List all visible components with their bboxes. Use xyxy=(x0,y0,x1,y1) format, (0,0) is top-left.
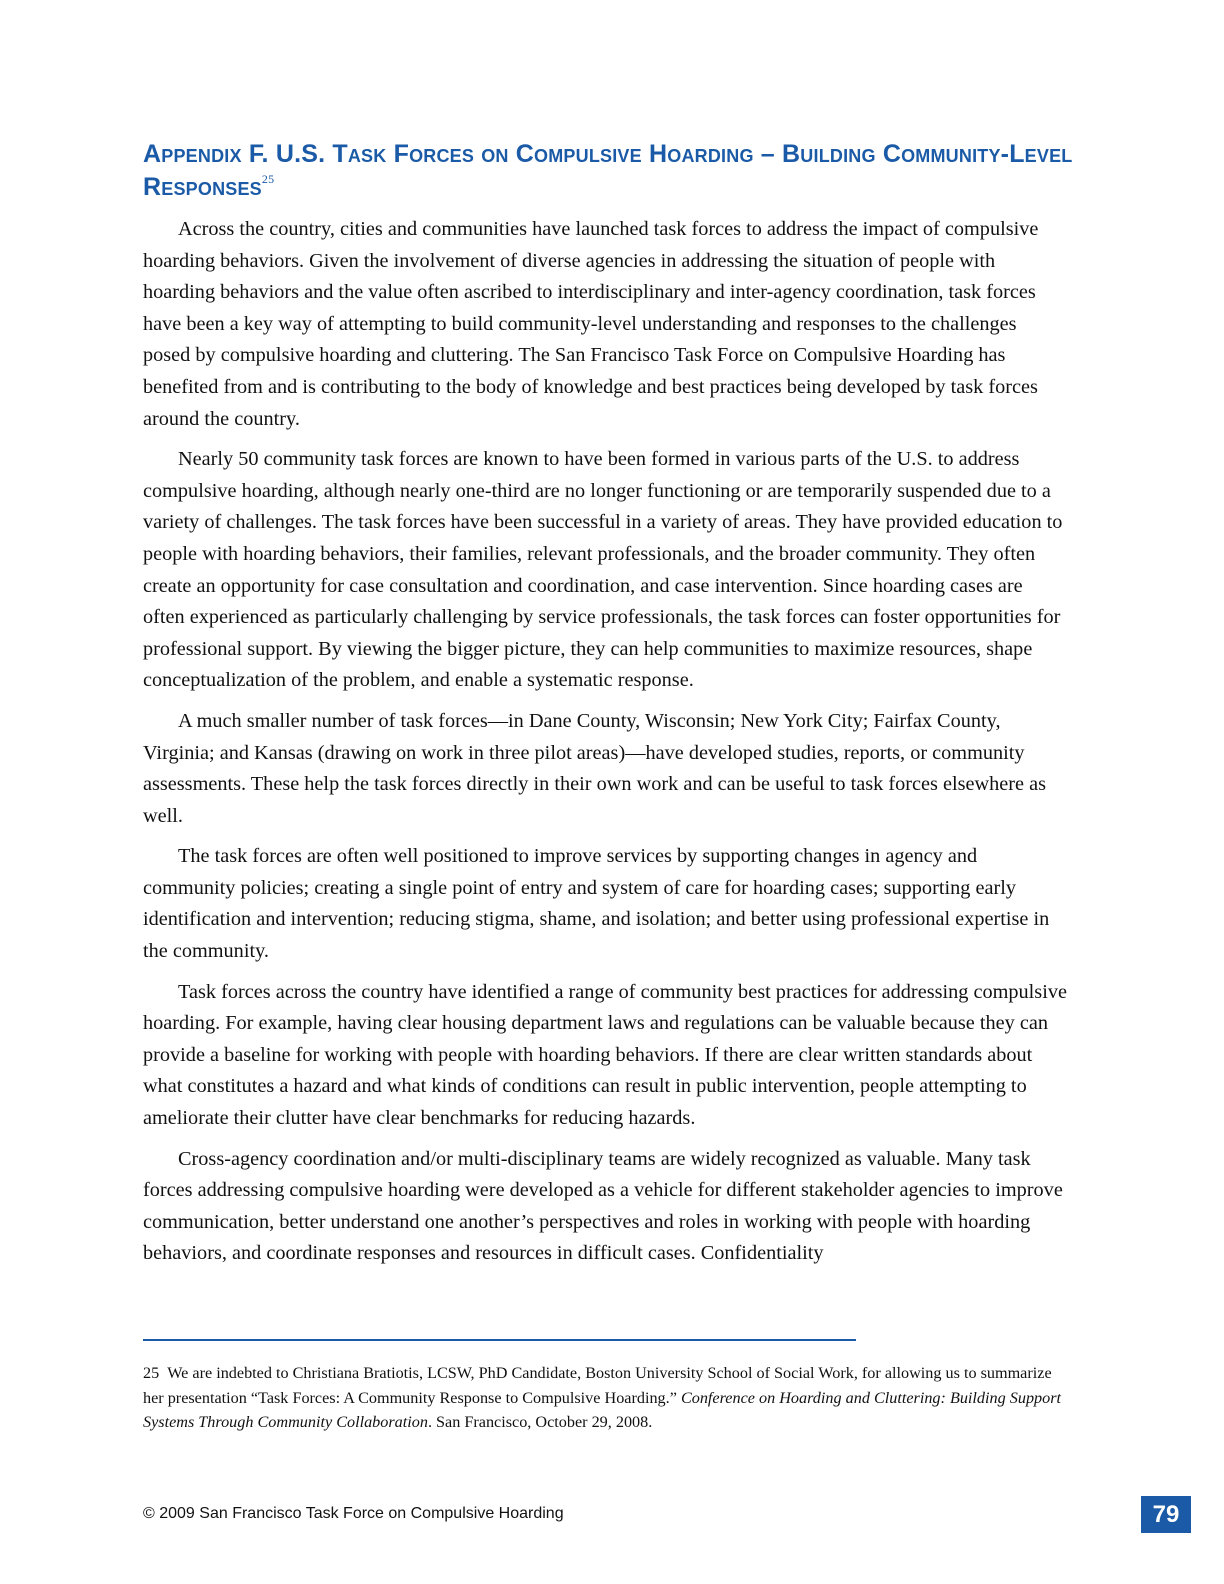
footnote-divider xyxy=(143,1339,856,1341)
page-number-badge: 79 xyxy=(1141,1496,1191,1533)
paragraph-1: Across the country, cities and communities have launched task forces to address the impact of compulsive hoarding behaviors. Given the involvement of diverse agencies in addressing the situation of people with hoarding behaviors and the value often ascribed to interdisciplinary and inter-agency coordination, task forces have been a key way of attempting to build community-level understanding and responses to the challenges posed by compulsive hoarding and cluttering. The San Francisco Task Force on Compulsive Hoarding has benefited from and is contributing to the body of knowledge and best practices being developed by task forces around the country. xyxy=(143,218,1039,430)
paragraph-6: Cross-agency coordination and/or multi-disciplinary teams are widely recognized as valuable. Many task forces addressing compulsive hoarding were developed as a vehicle for different stakeholder agencies to improve communication, better understand one another’s perspectives and roles in working with people with hoarding behaviors, and coordinate responses and resources in difficult cases. Confidentiality xyxy=(143,1147,1063,1265)
body-text xyxy=(143,214,1068,1279)
paragraph-2: Nearly 50 community task forces are known to have been formed in various parts of the U.S. to address compulsive hoarding, although nearly one-third are no longer functioning or are temporarily suspended due to a variety of challenges. The task forces have been successful in a variety of areas. They have provided education to people with hoarding behaviors, their families, relevant professionals, and the broader community. They often create an opportunity for case consultation and coordination, and case intervention. Since hoarding cases are often experienced as particularly challenging by service professionals, the task forces can foster opportunities for professional support. By viewing the bigger picture, they can help communities to maximize resources, shape conceptualization of the problem, and enable a systematic response. xyxy=(143,448,1063,692)
page-title xyxy=(143,138,1103,204)
footnote-text: We are indebted to Christiana Bratiotis, LCSW, PhD Candidate, Boston University School of Social Work, for allowing us to summarize her presentation “Task Forces: A Community Response to Compulsive Hoarding.” xyxy=(143,1364,1052,1407)
title-text: Appendix F. U.S. Task Forces on Compulsive Hoarding – Building Community-Level Responses xyxy=(143,140,1073,201)
footnote-italic-title: Conference on Hoarding and Cluttering: Building Support Systems Through Community Collaboration xyxy=(143,1388,1062,1431)
paragraph-5: Task forces across the country have identified a range of community best practices for addressing compulsive hoarding. For example, having clear housing department laws and regulations can be valuable because they can provide a baseline for working with people with hoarding behaviors. If there are clear written standards about what constitutes a hazard and what kinds of conditions can result in public intervention, people attempting to ameliorate their clutter have clear benchmarks for reducing hazards. xyxy=(143,980,1067,1130)
footer-copyright: © 2009 San Francisco Task Force on Compulsive Hoarding xyxy=(143,1505,564,1522)
footnote xyxy=(143,1361,1073,1435)
paragraph-3: A much smaller number of task forces—in Dane County, Wisconsin; New York City; Fairfax County, Virginia; and Kansas (drawing on work in three pilot areas)—have developed studies, reports, or community assessments. These help the task forces directly in their own work and can be useful to task forces elsewhere as well. xyxy=(143,709,1046,827)
footnote-number: 25 xyxy=(143,1364,160,1382)
footnote-text-end: . San Francisco, October 29, 2008. xyxy=(427,1413,653,1431)
paragraph-4: The task forces are often well positioned to improve services by supporting changes in agency and community policies; creating a single point of entry and system of care for hoarding cases; supporting early identification and intervention; reducing stigma, shame, and isolation; and better using professional expertise in the community. xyxy=(143,845,1050,963)
footnote-reference[interactable]: 25 xyxy=(261,172,275,186)
